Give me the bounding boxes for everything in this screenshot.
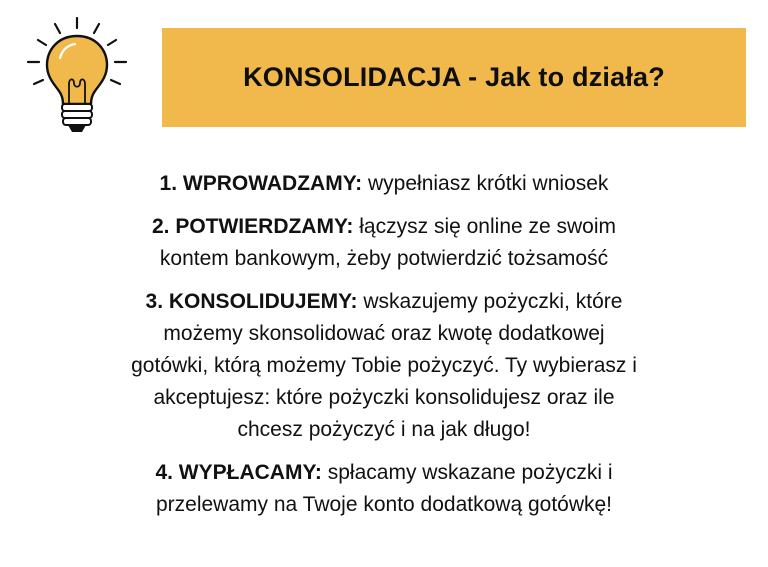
step-text: wskazujemy pożyczki, które [363,290,623,313]
step-label: 4. WYPŁACAMY: [155,461,322,484]
step-line [20,286,748,318]
step-text: przelewamy na Twoje konto dodatkową gotówkę! [155,493,613,516]
step-text: akceptujesz: które pożyczki konsolidujesz oraz ile [153,386,615,409]
step-line [20,457,748,489]
step-label: 1. WPROWADZAMY: [159,172,363,195]
step-1 [20,168,748,200]
page-title: KONSOLIDACJA - Jak to działa? [243,62,665,92]
step-text: gotówki, którą możemy Tobie pożyczyć. Ty wybierasz i [131,354,637,377]
step-line [20,211,748,243]
step-text: łączysz się online ze swoim [359,215,617,238]
step-2 [20,211,748,275]
step-line [20,168,748,200]
step-3 [20,286,748,446]
step-text: spłacamy wskazane pożyczki i [327,461,613,484]
title-banner [162,28,746,127]
step-text: wypełniasz krótki wniosek [368,172,609,195]
steps-list [20,168,748,532]
step-text: chcesz pożyczyć i na jak długo! [237,418,531,441]
step-4 [20,457,748,521]
step-text: kontem bankowym, żeby potwierdzić tożsamość [159,247,609,270]
lightbulb-icon [22,14,132,144]
step-text: możemy skonsolidować oraz kwotę dodatkowej [163,322,605,345]
step-label: 3. KONSOLIDUJEMY: [145,290,358,313]
step-label: 2. POTWIERDZAMY: [151,215,354,238]
